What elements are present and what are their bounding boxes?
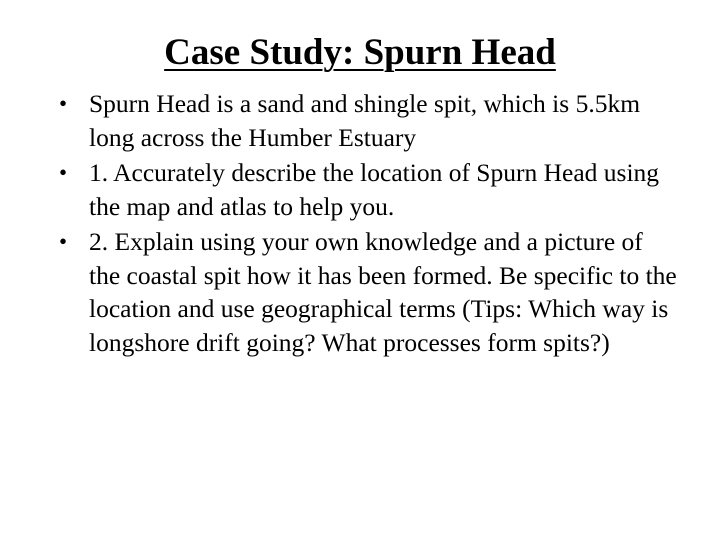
bullet-marker: • [59, 91, 68, 116]
bullet-marker: • [59, 160, 68, 185]
bullet-text: 1. Accurately describe the location of Spurn Head using the map and atlas to help you. [89, 158, 660, 221]
bullet-text: 2. Explain using your own knowledge and a picture of the coastal spit how it has been formed. Be specific to the location and use geographical terms (Tips: Which way is longshore drift going? What processes form spits?) [89, 227, 677, 357]
slide-title-text: Case Study: Spurn Head [164, 32, 556, 73]
bullet-marker: • [59, 229, 68, 254]
bullet-text: Spurn Head is a sand and shingle spit, which is 5.5km long across the Humber Estuary [89, 89, 641, 152]
bullet-item-3 [0, 225, 720, 359]
slide-title [0, 30, 720, 76]
bullet-list [0, 87, 720, 361]
bullet-item-1 [0, 87, 720, 154]
bullet-item-2 [0, 156, 720, 223]
